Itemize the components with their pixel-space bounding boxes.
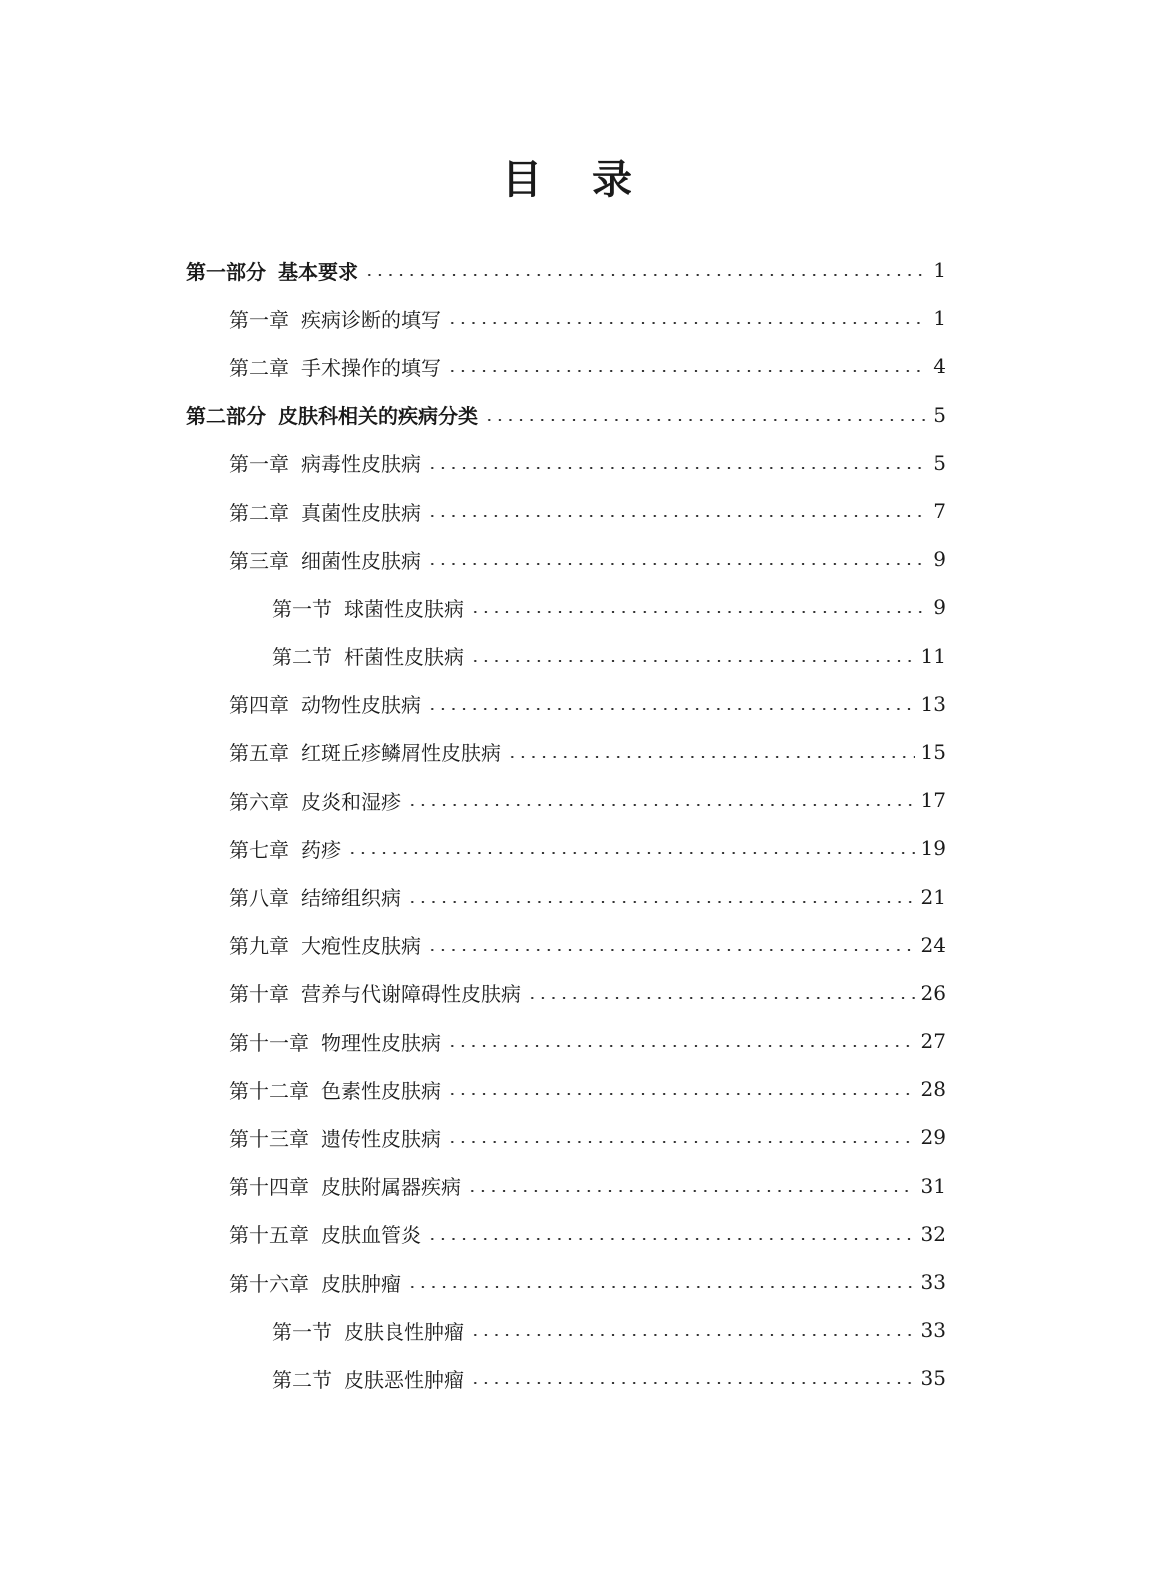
toc-entry-number: 第二章 <box>229 355 289 380</box>
toc-entry-number: 第十章 <box>229 982 289 1007</box>
toc-entry-label <box>229 834 347 863</box>
dot-leader <box>470 611 927 613</box>
toc-entry[interactable] <box>229 1210 946 1258</box>
toc-entry-text: 病毒性皮肤病 <box>301 452 421 477</box>
toc-entry-text: 皮肤科相关的疾病分类 <box>278 404 478 429</box>
dot-leader <box>470 1382 915 1384</box>
toc-entry-number: 第七章 <box>229 837 289 862</box>
toc-page-number: 26 <box>920 980 946 1005</box>
toc-entry[interactable] <box>229 921 946 969</box>
toc-entry-number: 第一部分 <box>186 259 266 284</box>
toc-entry-text: 红斑丘疹鳞屑性皮肤病 <box>301 741 501 766</box>
toc-entry-number: 第十三章 <box>229 1126 309 1151</box>
toc-entry[interactable] <box>186 391 946 439</box>
toc-entry-label <box>186 256 364 285</box>
toc-entry-label <box>229 737 507 766</box>
toc-entry-number: 第十六章 <box>229 1271 309 1296</box>
toc-entry-number: 第八章 <box>229 886 289 911</box>
toc-page-number: 4 <box>933 354 946 379</box>
toc-entry-label <box>229 304 447 333</box>
toc-entry-number: 第二节 <box>272 1367 332 1392</box>
toc-entry-label <box>272 1364 470 1393</box>
toc-entry-number: 第一节 <box>272 596 332 621</box>
toc-entry[interactable] <box>229 969 946 1017</box>
toc-entry-label <box>229 545 427 574</box>
toc-entry-text: 皮肤良性肿瘤 <box>344 1319 464 1344</box>
toc-entry[interactable] <box>229 1162 946 1210</box>
toc-entry-label <box>272 1316 470 1345</box>
dot-leader <box>364 274 927 276</box>
toc-entry[interactable] <box>272 632 946 680</box>
toc-entry-label <box>229 497 427 526</box>
toc-entry-text: 皮肤恶性肿瘤 <box>344 1367 464 1392</box>
toc-entry-label <box>229 882 407 911</box>
toc-page-number: 33 <box>920 1270 946 1295</box>
dot-leader <box>527 997 915 999</box>
toc-page-number: 31 <box>920 1173 946 1198</box>
toc-entry-text: 真菌性皮肤病 <box>301 500 421 525</box>
toc-entry-label <box>229 1123 447 1152</box>
toc-entry-number: 第二节 <box>272 645 332 670</box>
dot-leader <box>427 563 927 565</box>
toc-entry-label <box>229 689 427 718</box>
toc-entry-number: 第五章 <box>229 741 289 766</box>
toc-entry-label <box>272 593 470 622</box>
toc-entry-number: 第三章 <box>229 548 289 573</box>
toc-page-number: 15 <box>920 739 946 764</box>
dot-leader <box>427 708 915 710</box>
toc-entry-number: 第四章 <box>229 693 289 718</box>
toc-page-number: 24 <box>920 932 946 957</box>
toc-entry-label <box>229 1171 467 1200</box>
toc-entry[interactable] <box>229 1065 946 1113</box>
table-of-contents <box>0 246 1152 1403</box>
toc-entry-number: 第二章 <box>229 500 289 525</box>
toc-page-number: 1 <box>933 258 946 283</box>
dot-leader <box>470 660 915 662</box>
toc-page-number: 28 <box>920 1077 946 1102</box>
toc-entry-label <box>229 448 427 477</box>
toc-entry[interactable] <box>229 1258 946 1306</box>
dot-leader <box>507 756 915 758</box>
toc-entry-text: 皮肤肿瘤 <box>321 1271 401 1296</box>
dot-leader <box>447 1093 915 1095</box>
toc-entry-text: 皮肤血管炎 <box>321 1223 421 1248</box>
toc-page-number: 5 <box>933 450 946 475</box>
toc-entry-label <box>229 1075 447 1104</box>
toc-entry-label <box>186 400 484 429</box>
toc-entry[interactable] <box>229 439 946 487</box>
toc-entry-label <box>272 641 470 670</box>
dot-leader <box>347 852 915 854</box>
toc-page-number: 7 <box>933 499 946 524</box>
toc-entry[interactable] <box>229 824 946 872</box>
toc-entry-text: 球菌性皮肤病 <box>344 596 464 621</box>
dot-leader <box>427 1238 915 1240</box>
toc-entry[interactable] <box>186 246 946 294</box>
toc-entry-label <box>229 1268 407 1297</box>
toc-entry[interactable] <box>229 535 946 583</box>
toc-page-number: 9 <box>933 595 946 620</box>
dot-leader <box>427 515 927 517</box>
dot-leader <box>470 1334 915 1336</box>
toc-entry-number: 第一章 <box>229 452 289 477</box>
toc-entry[interactable] <box>229 487 946 535</box>
toc-entry-number: 第十四章 <box>229 1175 309 1200</box>
dot-leader <box>447 1141 915 1143</box>
toc-entry-number: 第一章 <box>229 307 289 332</box>
toc-entry[interactable] <box>229 776 946 824</box>
toc-entry-text: 疾病诊断的填写 <box>301 307 441 332</box>
dot-leader <box>447 1045 915 1047</box>
toc-entry-number: 第十二章 <box>229 1078 309 1103</box>
toc-entry-number: 第六章 <box>229 789 289 814</box>
dot-leader <box>407 804 915 806</box>
toc-entry[interactable] <box>229 872 946 920</box>
toc-entry-text: 大疱性皮肤病 <box>301 934 421 959</box>
toc-entry[interactable] <box>229 1113 946 1161</box>
dot-leader <box>447 322 927 324</box>
toc-entry-number: 第一节 <box>272 1319 332 1344</box>
toc-entry[interactable] <box>272 583 946 631</box>
toc-entry[interactable] <box>229 342 946 390</box>
toc-entry-text: 杆菌性皮肤病 <box>344 645 464 670</box>
toc-page-number: 33 <box>920 1318 946 1343</box>
toc-page-number: 32 <box>920 1221 946 1246</box>
toc-entry-number: 第二部分 <box>186 404 266 429</box>
toc-entry-text: 药疹 <box>301 837 341 862</box>
toc-page-number: 1 <box>933 306 946 331</box>
toc-entry[interactable] <box>272 1354 946 1402</box>
toc-entry[interactable] <box>229 728 946 776</box>
toc-entry-number: 第十五章 <box>229 1223 309 1248</box>
toc-entry-label <box>229 1027 447 1056</box>
toc-entry-text: 手术操作的填写 <box>301 355 441 380</box>
dot-leader <box>427 949 915 951</box>
toc-page-number: 5 <box>933 402 946 427</box>
toc-entry-label <box>229 786 407 815</box>
dot-leader <box>447 370 927 372</box>
toc-entry-text: 结缔组织病 <box>301 886 401 911</box>
toc-entry[interactable] <box>272 1306 946 1354</box>
toc-entry-label <box>229 978 527 1007</box>
toc-page-number: 9 <box>933 547 946 572</box>
toc-page-number: 29 <box>920 1125 946 1150</box>
toc-entry-label <box>229 930 427 959</box>
toc-entry-text: 皮肤附属器疾病 <box>321 1175 461 1200</box>
toc-entry-text: 营养与代谢障碍性皮肤病 <box>301 982 521 1007</box>
toc-page-number: 21 <box>920 884 946 909</box>
toc-entry-text: 遗传性皮肤病 <box>321 1126 441 1151</box>
page-title: 目 录 <box>502 157 650 203</box>
toc-entry-text: 物理性皮肤病 <box>321 1030 441 1055</box>
toc-entry[interactable] <box>229 1017 946 1065</box>
toc-page-number: 35 <box>920 1366 946 1391</box>
toc-page-number: 27 <box>920 1029 946 1054</box>
toc-entry-text: 基本要求 <box>278 259 358 284</box>
toc-entry-number: 第十一章 <box>229 1030 309 1055</box>
toc-page-number: 19 <box>920 836 946 861</box>
toc-entry-text: 色素性皮肤病 <box>321 1078 441 1103</box>
toc-page-number: 13 <box>920 691 946 716</box>
dot-leader <box>467 1190 915 1192</box>
toc-entry[interactable] <box>229 294 946 342</box>
toc-entry-number: 第九章 <box>229 934 289 959</box>
dot-leader <box>407 901 915 903</box>
toc-entry-text: 皮炎和湿疹 <box>301 789 401 814</box>
dot-leader <box>484 419 927 421</box>
toc-entry-label <box>229 1219 427 1248</box>
toc-entry-text: 细菌性皮肤病 <box>301 548 421 573</box>
toc-entry-text: 动物性皮肤病 <box>301 693 421 718</box>
dot-leader <box>407 1286 915 1288</box>
toc-entry-label <box>229 352 447 381</box>
toc-page-number: 17 <box>920 788 946 813</box>
dot-leader <box>427 467 927 469</box>
toc-page-number: 11 <box>920 643 946 668</box>
toc-entry[interactable] <box>229 680 946 728</box>
